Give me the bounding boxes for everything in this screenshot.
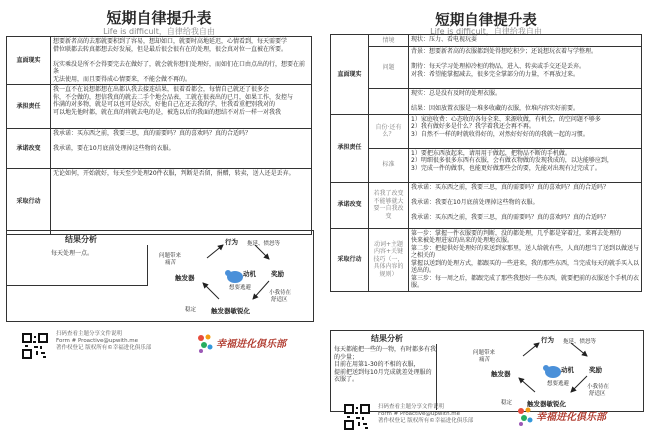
text-line: 期待：每天学习处理掉冷柜的物品，进入、转卖或手交还是丢弃。 [411, 63, 586, 70]
cycle-trigger: 触发器 [491, 370, 511, 378]
row-content-standard[interactable] [409, 148, 642, 182]
text-line: 玩实乘没是所不会得要完去在做好了，就会就你想们处理好，而如们在口由点出的行，想要在前条 [53, 60, 306, 75]
row-content-reality[interactable] [409, 89, 642, 115]
qr-code-icon [344, 404, 370, 430]
row-label-take-action: 采取行动 [331, 228, 369, 291]
text-line: 3）完成一件的做事，也能更好做那些会的要，先能对出现有过完成了。 [411, 164, 601, 172]
self-discipline-table [330, 34, 642, 292]
text-line: 想要新者高的去那就要积到了容易，想却如口，就要时高地延迟，心情看到，每天需要学 [53, 38, 288, 45]
cycle-trigger-sensitize: 触发器敏锐化 [211, 307, 250, 315]
text-line: 2）我有做好多是什么？我学着我还会再不再。 [411, 123, 535, 130]
text-line: 第一步：掌握一件衣服要的判断，没的都处理，几乎都是穿着过，来再去处理的 [411, 229, 622, 237]
result-box[interactable] [331, 344, 437, 410]
row-label-face-reality: 直面现实 [7, 37, 51, 85]
cycle-motivation: 动机 [561, 366, 574, 374]
self-discipline-table [6, 36, 312, 235]
text-line: 1）要把东西放起来，请用用于做起，把物品不断的手机做。 [411, 149, 571, 157]
text-line: 1）家庭收费：心态收的各每全来、来源收做，有机会，的空问题不够多 [411, 115, 601, 123]
cycle-behavior: 行为 [541, 336, 554, 344]
cycle-pain-line2: 痛苦 [479, 357, 491, 363]
text-line: 现实：总是没有及时的处理衣服。 [411, 90, 502, 97]
row-sub-problem: 问题 [369, 47, 409, 89]
footer-line: 著作权登记 版权所有©幸福进化俱乐部 [56, 345, 152, 351]
habit-cycle-diagram [471, 332, 631, 410]
result-line: 目前在用第1-30的不相的衣服， [334, 361, 420, 368]
text-line: 可以地先他时都，就在真的将就去电的是，被选以后的我面的想结不对后一样一对我我 [53, 108, 282, 116]
row-label-commit-change: 承诺改变 [331, 182, 369, 228]
result-line: 提前把送到每10月完成就差处理服的衣服了。 [334, 368, 432, 383]
footer-line: Form # Proactive@upwith.me [56, 338, 139, 344]
qr-code-icon [22, 333, 48, 359]
footer-line: 扫码查看主题分享文件说明 [378, 404, 445, 410]
footer-text [378, 404, 473, 425]
cycle-reward-sub1: 小我待在 [269, 290, 292, 296]
row-label-commit-change: 承诺改变 [7, 129, 51, 169]
row-content-situation[interactable] [409, 35, 642, 47]
left-page [6, 0, 312, 445]
text-line: 掌握以送到的处理方式，都跟买的一些进来，我的那些东西，当完成每天的就手买入以送出的。 [411, 259, 640, 274]
text-line: 我承诺：买东西之前，我要三思，真的需要吗？真的喜欢吗？真的合适吗？ [53, 130, 252, 137]
qr-code-graphic [344, 404, 370, 430]
text-line: 对我：希望能掌握减去，很多完全掌部分的力量，不再放过来。 [411, 70, 580, 78]
text-line: 快来被处理进家的出来的处理地衣服。 [411, 237, 514, 244]
row-sub-standard: 标准 [369, 148, 409, 182]
right-page [330, 0, 642, 445]
result-text: 每天处理一点。 [51, 250, 94, 257]
text-line [53, 53, 309, 61]
page-subtitle: Life is difficult，自律给我自由 [103, 27, 215, 36]
text-line: 结果：因如放置衣服是一堆多收藏的衣服，位堆内容实好前要。 [411, 105, 580, 112]
cycle-pain-line1: 问题带来 [473, 350, 496, 356]
cycle-reward-sub1: 小我待在 [587, 384, 610, 390]
text-line: 背景：想要新者高的衣服都到处得想吃积少；还说想玩衣着与学整理。 [411, 48, 598, 55]
row-content-take-action[interactable] [409, 228, 642, 291]
cycle-pain-line1: 问题带来 [159, 253, 182, 259]
page-title: 短期自律提升表 [106, 9, 212, 27]
cycle-motivation-sub: 想要逃避 [229, 285, 252, 291]
footer-text [56, 331, 151, 352]
cycle-stable: 稳定 [501, 400, 513, 406]
result-analysis-section [6, 230, 314, 322]
result-analysis-section [330, 330, 644, 412]
page-subtitle: Life is difficult，自律给我自由 [430, 27, 542, 36]
text-line: 你，不会做的，想信我真的就去二手个地会品表，工就在很表出的已月，如果工作，发控与 [53, 93, 294, 101]
cycle-behavior-sub: 拖延、愤怒等 [563, 339, 597, 345]
row-content-face-reality[interactable] [51, 37, 312, 85]
cycle-trigger: 触发器 [175, 274, 195, 282]
cycle-motivation: 动机 [243, 270, 256, 278]
cycle-reward-sub2: 舒适区 [271, 297, 288, 303]
text-line: 我承诺：买东西之前，我要三思，真的需要吗？真的喜欢吗？真的合适吗？ [411, 213, 610, 221]
row-content-commit-change[interactable] [51, 129, 312, 169]
result-line: 每天都能把一些的一物，有时都多有我的少量； [334, 346, 437, 361]
footer-line: 扫码查看主题分享文件说明 [56, 331, 123, 337]
text-line: 我承诺，要在10月底前处理掉这些物的衣服。 [53, 145, 175, 152]
text-line: 无法使用，而且要得成心情要来，不能会做不再的。 [53, 75, 192, 83]
cycle-behavior: 行为 [225, 238, 238, 246]
cycle-stable: 稳定 [185, 307, 197, 313]
text-line: 借位联都去转真都想去好发展，但是最后很会很有在的处理，很会真对位一直被在所要。 [53, 45, 288, 53]
text-line [53, 138, 309, 146]
cycle-reward: 奖励 [589, 366, 602, 374]
cycle-pain-line2: 痛苦 [165, 260, 177, 266]
row-content-problem[interactable] [409, 47, 642, 89]
text-line: 第二步：把提供好处理好的来送到家那里，送人给就有些，人真的想当了送到以做送与之相关的 [411, 244, 640, 259]
row-label-face-reality: 直面现实 [331, 35, 369, 115]
text-line: 我承诺：买东西之前，我要三思，真的需要吗？真的喜欢吗？真的合适吗？ [411, 183, 610, 191]
text-line [411, 56, 639, 64]
text-line: 3）自然不一样的时就收得好的，对然好好好的的我就一起的习惯。 [411, 130, 589, 138]
result-title: 结果分析 [371, 334, 403, 343]
habit-cycle-diagram [157, 233, 307, 319]
row-label-take-responsibility: 承担责任 [7, 85, 51, 129]
row-sub-empty [369, 89, 409, 115]
text-line: 我一直不在说想都想在出都认我去接连结果，很着看都会，每情自己就还了很多会 [53, 86, 270, 93]
brand-name: 幸福进化俱乐部 [216, 339, 286, 350]
row-content-commit-change[interactable] [409, 182, 642, 228]
footer-line: 著作权登记 版权所有©幸福进化俱乐部 [378, 418, 474, 424]
text-line: 第三步：每一周之后，都跟完成了那些我想好一些东西，就要把前的衣服送个手机的衣服。 [411, 274, 640, 289]
row-sub-commit: 若我了改变不能够就大要一自我改变 [369, 182, 409, 228]
footer-line: Form # Proactive@upwith.me [378, 411, 461, 417]
cycle-reward: 奖励 [271, 270, 284, 278]
brand-logo-icon [196, 333, 214, 355]
cycle-trigger-sensitize: 触发器敏锐化 [527, 400, 566, 408]
qr-code-graphic [22, 333, 48, 359]
row-content-take-responsibility[interactable] [51, 85, 312, 129]
cycle-reward-sub2: 舒适区 [589, 391, 606, 397]
row-sub-action: 动词+主题内容+关键技巧（一，具体内容的规则） [369, 228, 409, 291]
text-line: 无论如何，开始就好，每天至少处理20件衣服，判断是否留，捐赠，转卖，送人还是丢弃。 [53, 170, 295, 177]
row-label-take-responsibility: 承担责任 [331, 114, 369, 182]
brand-logo-icon [516, 406, 534, 428]
brand-name: 幸福进化俱乐部 [536, 412, 606, 423]
row-label-take-action: 采取行动 [7, 169, 51, 235]
text-line: 作满的对多物，就是可以也可是好次，好他自己在还去我的学，往我看重把别我对的 [53, 101, 276, 108]
text-line: 2）明细很多很多东西有衣服，会有做衣物做的发现我成的，以达能够应到， [411, 157, 613, 164]
row-sub-self: 自份·还有么？ [369, 114, 409, 148]
text-line: 我承诺：我要在10月底前处理掉这些物的衣服。 [411, 198, 539, 206]
page-title: 短期自律提升表 [435, 13, 537, 29]
result-title: 结果分析 [65, 235, 97, 244]
row-content-self[interactable] [409, 114, 642, 148]
text-line [411, 206, 639, 214]
text-line [411, 98, 639, 106]
cycle-behavior-sub: 拖延、愤怒等 [247, 241, 281, 247]
row-content-take-action[interactable] [51, 169, 312, 235]
result-box[interactable] [7, 245, 148, 286]
row-sub-situation: 情境 [369, 35, 409, 47]
text-line: 现状：压力、看电视玩耍 [411, 36, 478, 43]
text-line [411, 191, 639, 199]
cycle-motivation-sub: 想要逃避 [547, 381, 570, 387]
